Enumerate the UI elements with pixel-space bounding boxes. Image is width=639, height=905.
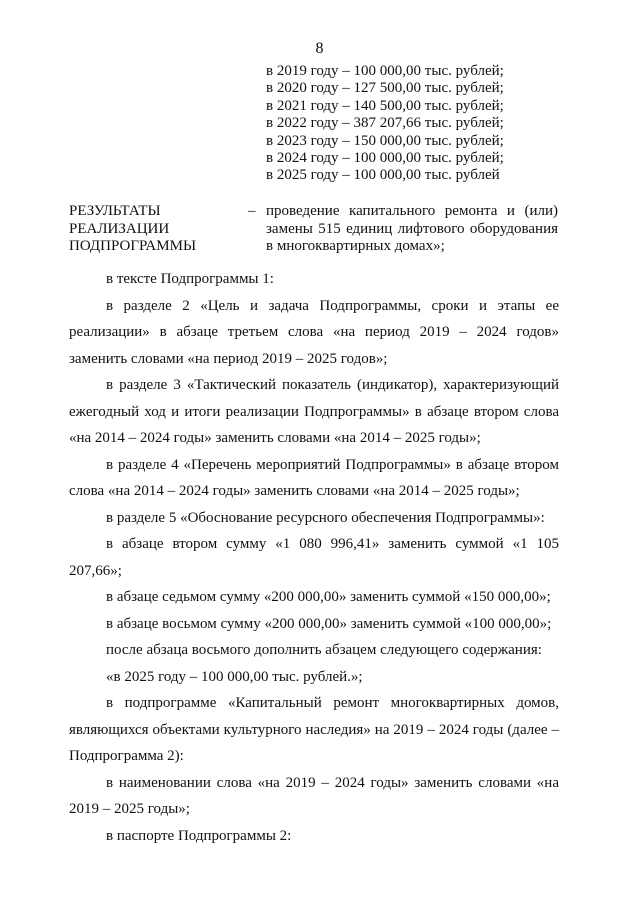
paragraph: в тексте Подпрограммы 1: xyxy=(106,271,274,287)
paragraph: в абзаце седьмом сумму «200 000,00» заменить суммой «150 000,00»; xyxy=(106,589,551,605)
paragraph: в разделе 4 «Перечень мероприятий Подпрограммы» в абзаце втором слова «на 2014 – 2024 годы» заменить словами «на 2014 – 2025 годы»; xyxy=(69,456,559,499)
funding-line-2022: в 2022 году – 387 207,66 тыс. рублей; xyxy=(266,115,504,132)
paragraph: в паспорте Подпрограммы 2: xyxy=(106,827,292,844)
results-label xyxy=(69,203,196,256)
results-label-line: РЕАЛИЗАЦИИ xyxy=(69,220,170,237)
results-label-line: ПОДПРОГРАММЫ xyxy=(69,238,197,254)
page-number: 8 xyxy=(315,40,324,57)
paragraph: в подпрограмме «Капитальный ремонт многоквартирных домов, являющихся объектами культурного наследия» на 2019 – 2024 годы (далее – Подпрограмма 2): xyxy=(69,695,559,764)
paragraph: в разделе 5 «Обоснование ресурсного обеспечения Подпрограммы»: xyxy=(106,509,545,526)
funding-line-2024: в 2024 году – 100 000,00 тыс. рублей; xyxy=(266,150,504,167)
paragraph: в абзаце втором сумму «1 080 996,41» заменить суммой «1 105 207,66»; xyxy=(69,536,559,579)
amendment-text xyxy=(69,266,559,849)
paragraph: в разделе 3 «Тактический показатель (индикатор), характеризующий ежегодный ход и итоги реализации Подпрограммы» в абзаце втором слова «на 2014 – 2024 годы» заменить словами «на 2014 – 2025 годы»; xyxy=(69,377,559,446)
paragraph: в абзаце восьмом сумму «200 000,00» заменить суммой «100 000,00»; xyxy=(106,615,552,632)
paragraph: после абзаца восьмого дополнить абзацем следующего содержания: xyxy=(106,642,542,658)
funding-line-2021: в 2021 году – 140 500,00 тыс. рублей; xyxy=(266,97,504,114)
funding-line-2020: в 2020 году – 127 500,00 тыс. рублей; xyxy=(266,80,504,97)
results-dash: – xyxy=(248,203,256,219)
paragraph: «в 2025 году – 100 000,00 тыс. рублей.»; xyxy=(106,668,363,685)
paragraph: в разделе 2 «Цель и задача Подпрограммы, сроки и этапы ее реализации» в абзаце третьем слова «на период 2019 – 2024 годов» заменить словами «на период 2019 – 2025 годов»; xyxy=(69,297,559,367)
paragraph: в наименовании слова «на 2019 – 2024 годы» заменить словами «на 2019 – 2025 годы»; xyxy=(69,774,559,817)
funding-line-2023: в 2023 году – 150 000,00 тыс. рублей; xyxy=(266,132,504,149)
results-label-line: РЕЗУЛЬТАТЫ xyxy=(69,203,161,219)
funding-line-2025: в 2025 году – 100 000,00 тыс. рублей xyxy=(266,167,500,184)
results-text: проведение капитального ремонта и (или) замены 515 единиц лифтового оборудования в многоквартирных домах»; xyxy=(266,203,558,254)
funding-line-2019: в 2019 году – 100 000,00 тыс. рублей; xyxy=(266,63,504,79)
funding-by-year-list xyxy=(266,63,504,185)
